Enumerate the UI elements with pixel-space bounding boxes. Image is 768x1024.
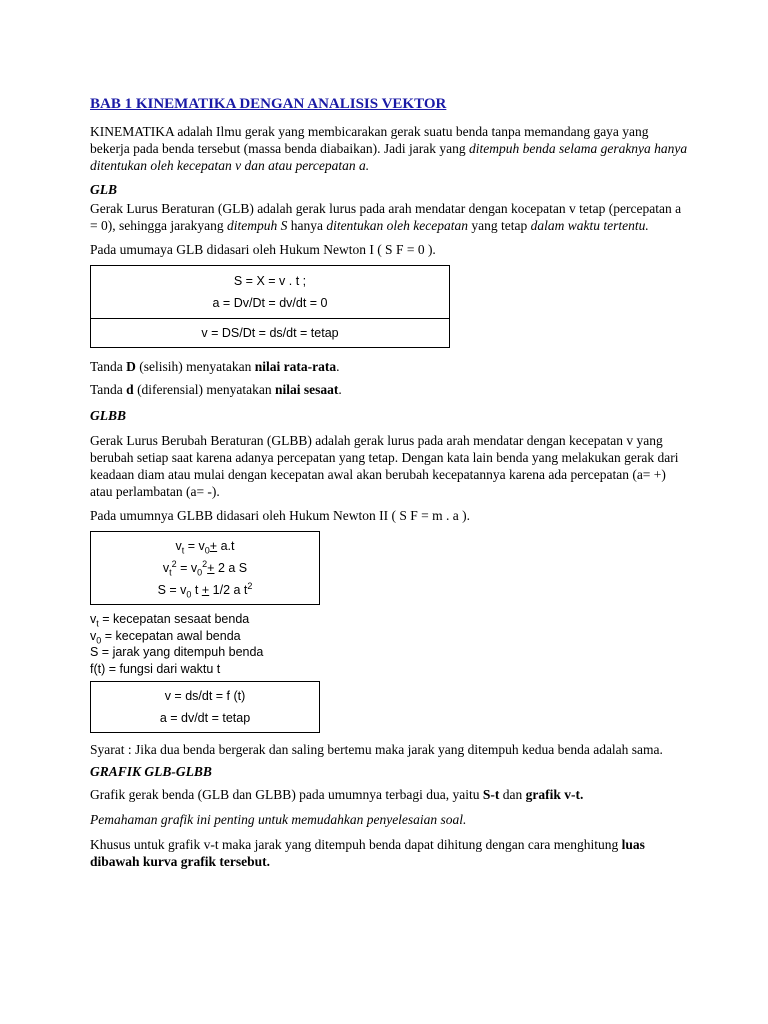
derivative-formula-1: v = ds/dt = f (t) xyxy=(164,689,246,703)
intro-paragraph xyxy=(90,123,690,174)
glbb-formula-3 xyxy=(91,579,319,601)
def-s: S = jarak yang ditempuh benda xyxy=(90,645,264,659)
eq1-d: a.t xyxy=(217,539,235,553)
glb-italic-3: dalam waktu tertentu. xyxy=(530,218,649,233)
document-page xyxy=(90,96,690,877)
glb-text: Gerak Lurus Beraturan (GLB) adalah gerak lurus pada arah mendatar dengan kocepatan v tetap (percepatan a = 0), sehingga jarakyang xyxy=(90,201,682,233)
eq2-sup2: 2 xyxy=(202,558,208,569)
nilai-sesaat: nilai sesaat xyxy=(275,382,339,397)
grafik-v-t: grafik v-t. xyxy=(525,787,584,802)
glb-text-mid: hanya xyxy=(287,218,327,233)
tanda2-pre: Tanda xyxy=(90,382,127,397)
derivative-formula-2: a = dv/dt = tetap xyxy=(159,711,251,725)
tanda1-mid: (selisih) menyatakan xyxy=(135,359,255,374)
chapter-title: BAB 1 KINEMATIKA DENGAN ANALISIS VEKTOR xyxy=(90,96,447,112)
eq1-a: v xyxy=(175,539,182,553)
glbb-derivative-box xyxy=(90,681,320,733)
eq1-plusminus: + xyxy=(209,539,218,553)
eq2-a: v xyxy=(162,561,170,575)
luas-kurva-bold: luas dibawah kurva grafik tersebut. xyxy=(90,837,645,869)
def-v0 xyxy=(90,628,690,645)
glbb-formula-box xyxy=(90,531,320,605)
glbb-heading: GLBB xyxy=(90,408,127,423)
glb-formula-1: S = X = v . t ; xyxy=(233,274,307,288)
eq3-sup: 2 xyxy=(247,580,253,591)
intro-italic-text: ditempuh benda selama geraknya hanya ditentukan oleh kecepatan v dan atau percepatan a. xyxy=(90,141,688,173)
grafik-s-t: S-t xyxy=(482,787,500,802)
tanda-d-sesaat xyxy=(90,381,690,398)
eq3-b: t xyxy=(191,583,202,597)
glb-formula-3: v = DS/Dt = ds/dt = tetap xyxy=(201,326,339,340)
glb-text-end: yang tetap xyxy=(468,218,531,233)
eq2-plusminus: + xyxy=(207,561,215,575)
glb-heading: GLB xyxy=(90,182,117,197)
eq3-sub-0: 0 xyxy=(186,589,192,600)
syarat-paragraph: Syarat : Jika dua benda bergerak dan saling bertemu maka jarak yang ditempuh kedua benda adalah sama. xyxy=(90,742,663,757)
eq2-d: 2 a S xyxy=(214,561,248,575)
eq1-b: = v xyxy=(184,539,205,553)
def-vt xyxy=(90,611,690,628)
glbb-paragraph: Gerak Lurus Berubah Beraturan (GLBB) adalah gerak lurus pada arah mendatar dengan kecepatan v yang berubah setiap saat karena adanya percepatan yang tetap. Dengan kata lain benda yang melakukan gerak dari keadaan diam atau mulai dengan kecepatan awal akan berubah kecepatannya karena ada percepatan (a= +) atau perlambatan (a= -). xyxy=(90,433,679,499)
khusus-paragraph xyxy=(90,836,690,870)
def2-b: = kecepatan awal benda xyxy=(101,628,241,643)
pemahaman-italic: Pemahaman grafik ini penting untuk memudahkan penyelesaian soal. xyxy=(90,812,467,827)
eq2-sup: 2 xyxy=(171,558,177,569)
glb-newton-paragraph: Pada umumaya GLB didasari oleh Hukum Newton I ( S F = 0 ). xyxy=(90,242,436,257)
glb-paragraph xyxy=(90,200,690,234)
nilai-rata-rata: nilai rata-rata xyxy=(254,359,337,374)
glb-italic-1: ditempuh S xyxy=(226,218,288,233)
tanda1-period: . xyxy=(336,359,340,374)
glb-formula-box xyxy=(90,265,450,348)
eq3-plusminus: + xyxy=(201,583,210,597)
eq3-d: 1/2 a t xyxy=(209,583,248,597)
delta-symbol: D xyxy=(126,359,136,374)
def2-sub: 0 xyxy=(96,635,102,645)
d-symbol: d xyxy=(126,382,134,397)
eq2-b: = v xyxy=(176,561,198,575)
eq3-a: S = v xyxy=(157,583,187,597)
grafik-heading: GRAFIK GLB-GLBB xyxy=(90,764,212,779)
eq1-sub-0: 0 xyxy=(204,545,210,556)
grafik-text: Grafik gerak benda (GLB dan GLBB) pada umumnya terbagi dua, yaitu xyxy=(90,787,483,802)
eq2-sub-0: 0 xyxy=(197,567,203,578)
intro-text: KINEMATIKA adalah Ilmu gerak yang membicarakan gerak suatu benda tanpa memandang gaya yang bekerja pada benda tersebut (massa benda diabaikan). Jadi jarak yang xyxy=(90,124,649,156)
def2-a: v xyxy=(90,628,97,643)
tanda2-mid: (diferensial) menyatakan xyxy=(133,382,275,397)
grafik-dan: dan xyxy=(499,787,526,802)
eq1-sub-t: t xyxy=(181,545,185,556)
glb-italic-2: ditentukan oleh kecepatan xyxy=(326,218,469,233)
def-ft: f(t) = fungsi dari waktu t xyxy=(90,661,221,676)
eq2-sub-t: t xyxy=(169,567,172,578)
def1-a: v xyxy=(90,612,97,626)
pemahaman-paragraph xyxy=(90,811,690,828)
def1-sub: t xyxy=(96,618,99,629)
glb-formula-2: a = Dv/Dt = dv/dt = 0 xyxy=(212,296,328,310)
tanda2-period: . xyxy=(338,382,342,397)
khusus-text: Khusus untuk grafik v-t maka jarak yang ditempuh benda dapat dihitung dengan cara menghitung xyxy=(90,837,622,852)
variable-definitions xyxy=(90,611,690,677)
grafik-paragraph xyxy=(90,786,690,803)
glbb-formula-1 xyxy=(91,535,319,557)
def1-b: = kecepatan sesaat benda xyxy=(98,612,250,626)
glbb-newton-paragraph: Pada umumnya GLBB didasari oleh Hukum Newton II ( S F = m . a ). xyxy=(90,508,470,523)
tanda1-pre: Tanda xyxy=(90,359,127,374)
glbb-formula-2 xyxy=(91,557,319,579)
tanda-d-rata-rata xyxy=(90,358,690,375)
